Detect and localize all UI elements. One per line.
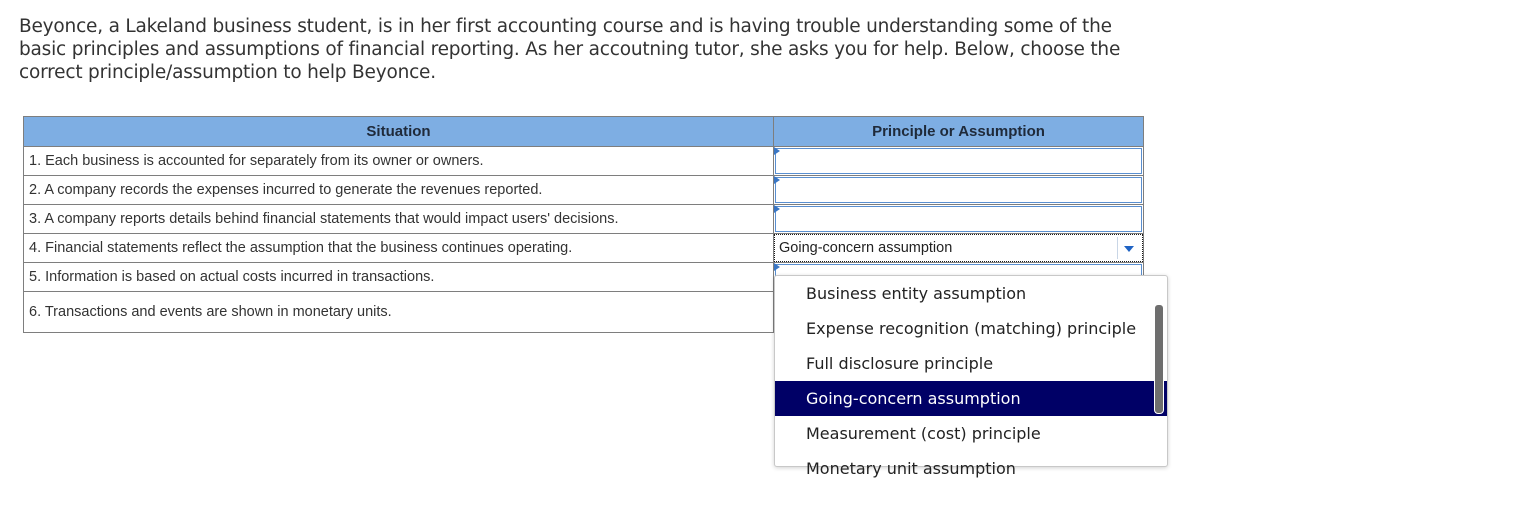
- situation-cell: 3. A company reports details behind financial statements that would impact users' decisions.: [24, 205, 774, 234]
- answer-marker-icon: [774, 263, 780, 271]
- answer-marker-icon: [774, 205, 780, 213]
- answer-cell[interactable]: [774, 176, 1144, 205]
- dropdown-scrollbar[interactable]: [1154, 304, 1164, 414]
- answer-cell[interactable]: [774, 147, 1144, 176]
- situation-cell: 4. Financial statements reflect the assumption that the business continues operating.: [24, 234, 774, 263]
- situation-cell: 1. Each business is accounted for separately from its owner or owners.: [24, 147, 774, 176]
- answer-marker-icon: [774, 147, 780, 155]
- header-principle: Principle or Assumption: [774, 117, 1144, 147]
- question-intro: Beyonce, a Lakeland business student, is in her first accounting course and is having trouble understanding some of the basic principles and assumptions of financial reporting. As her accoutning tutor, she asks you for help. Below, choose the correct principle/assumption to help Beyonce.: [19, 16, 1121, 83]
- answer-cell[interactable]: [774, 205, 1144, 234]
- chevron-down-icon: [1124, 246, 1134, 252]
- dropdown-option[interactable]: Measurement (cost) principle: [806, 424, 1041, 443]
- situation-cell: 5. Information is based on actual costs incurred in transactions.: [24, 263, 774, 292]
- answer-cell[interactable]: [774, 234, 1144, 263]
- answer-dropdown-2[interactable]: [775, 177, 1142, 203]
- situation-cell: 2. A company records the expenses incurred to generate the revenues reported.: [24, 176, 774, 205]
- table-header-row: [24, 117, 1144, 147]
- table-row: [24, 205, 1144, 234]
- dropdown-option-selected[interactable]: Going-concern assumption: [775, 381, 1167, 416]
- situation-cell: 6. Transactions and events are shown in monetary units.: [24, 292, 774, 333]
- table-row: [24, 234, 1144, 263]
- dropdown-menu[interactable]: [774, 275, 1168, 478]
- table-row: [24, 147, 1144, 176]
- answer-dropdown-4[interactable]: [774, 234, 1143, 262]
- dropdown-option[interactable]: Full disclosure principle: [806, 354, 994, 373]
- table-row: [24, 176, 1144, 205]
- dropdown-option[interactable]: Monetary unit assumption: [806, 459, 1016, 478]
- dropdown-toggle[interactable]: [1117, 237, 1140, 259]
- selected-answer: Going-concern assumption: [779, 240, 953, 256]
- header-situation: Situation: [24, 117, 774, 147]
- answer-dropdown-3[interactable]: [775, 206, 1142, 232]
- dropdown-option[interactable]: Business entity assumption: [806, 284, 1027, 303]
- answer-dropdown-1[interactable]: [775, 148, 1142, 174]
- answer-marker-icon: [774, 176, 780, 184]
- dropdown-option[interactable]: Expense recognition (matching) principle: [806, 319, 1137, 338]
